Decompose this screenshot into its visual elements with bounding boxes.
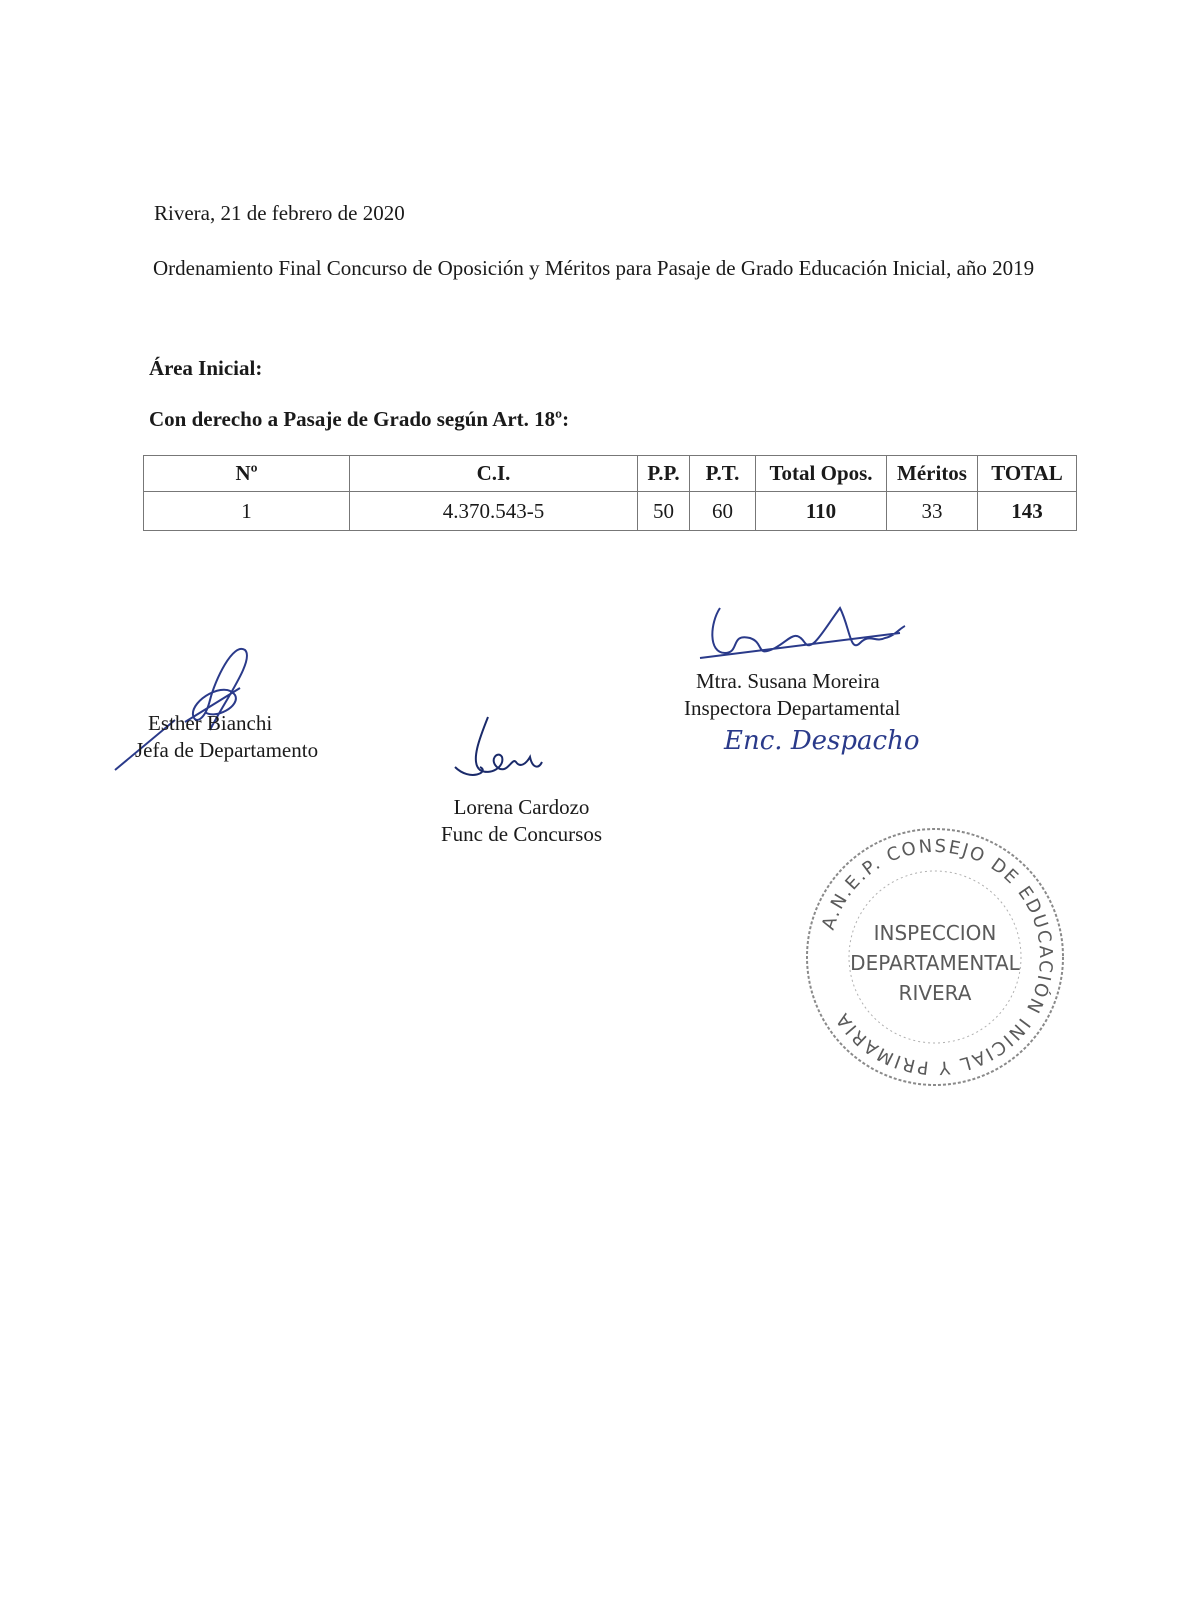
signer-role: Func de Concursos	[441, 822, 602, 846]
cell-pt: 60	[690, 492, 756, 531]
section-subtitle: Con derecho a Pasaje de Grado según Art. 18º:	[149, 407, 570, 431]
table-row	[144, 492, 1077, 531]
official-stamp	[800, 822, 1070, 1092]
cell-meritos: 33	[887, 492, 978, 531]
signature-cardozo-scribble	[450, 712, 560, 787]
header-pt: P.T.	[690, 456, 756, 492]
header-total-opos: Total Opos.	[756, 456, 887, 492]
signature-block-moreira	[684, 668, 920, 755]
signature-block-bianchi	[135, 710, 319, 764]
document-title: Ordenamiento Final Concurso de Oposición y Méritos para Pasaje de Grado Educación Inicial, año 2019	[153, 256, 1035, 280]
cell-pp: 50	[638, 492, 690, 531]
stamp-line-1: INSPECCION	[873, 921, 997, 945]
header-pp: P.P.	[638, 456, 690, 492]
header-meritos: Méritos	[887, 456, 978, 492]
cell-total-opos: 110	[756, 492, 887, 531]
stamp-line-3: RIVERA	[898, 981, 972, 1005]
signer-role: Jefa de Departamento	[135, 738, 319, 762]
signature-block-cardozo	[441, 794, 602, 848]
cell-total: 143	[978, 492, 1077, 531]
stamp-ring-text: A.N.E.P. CONSEJO DE EDUCACIÓN INICIAL Y PRIMARIA	[817, 835, 1057, 1079]
header-ci: C.I.	[350, 456, 638, 492]
header-number: Nº	[144, 456, 350, 492]
handwritten-note: Enc. Despacho	[724, 726, 920, 756]
table-header-row	[144, 456, 1077, 492]
signer-name: Esther Bianchi	[148, 711, 273, 735]
area-heading: Área Inicial:	[149, 356, 263, 380]
stamp-line-2: DEPARTAMENTAL	[850, 951, 1020, 975]
cell-number: 1	[144, 492, 350, 531]
header-total: TOTAL	[978, 456, 1077, 492]
cell-ci: 4.370.543-5	[350, 492, 638, 531]
results-table	[143, 455, 1077, 531]
document-date: Rivera, 21 de febrero de 2020	[154, 201, 405, 225]
signer-role: Inspectora Departamental	[684, 696, 901, 720]
signature-moreira-scribble	[700, 598, 910, 668]
signer-name: Lorena Cardozo	[453, 795, 590, 819]
signer-name: Mtra. Susana Moreira	[696, 669, 880, 693]
